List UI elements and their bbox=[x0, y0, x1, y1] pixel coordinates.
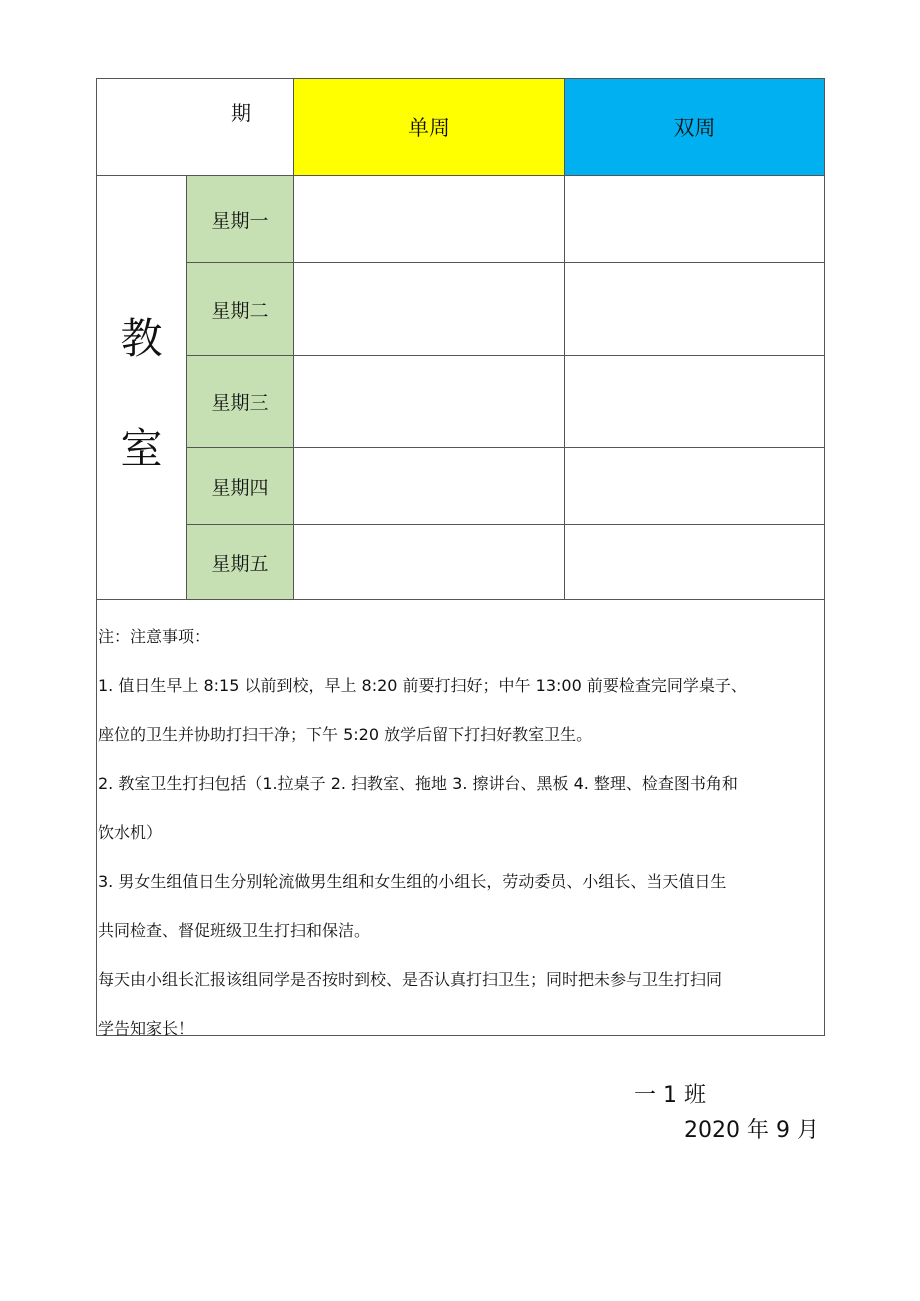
slot-wednesday-odd[interactable] bbox=[293, 355, 565, 448]
day-wednesday bbox=[186, 355, 294, 448]
slot-thursday-even[interactable] bbox=[564, 447, 825, 525]
header-even-week bbox=[564, 78, 825, 176]
day-label: 星期三 bbox=[211, 392, 269, 414]
day-label: 星期二 bbox=[211, 299, 269, 322]
slot-friday-odd[interactable] bbox=[293, 524, 565, 600]
slot-monday-odd[interactable] bbox=[293, 175, 565, 263]
even-week-label: 双周 bbox=[673, 116, 716, 140]
slot-friday-even[interactable] bbox=[564, 524, 825, 600]
odd-week-label: 单周 bbox=[408, 116, 450, 140]
day-thursday bbox=[186, 447, 294, 525]
day-friday bbox=[186, 524, 294, 600]
day-monday bbox=[186, 175, 294, 263]
notes-line-6: 共同检查、督促班级卫生打扫和保洁。 bbox=[98, 921, 371, 940]
notes-line-7: 每天由小组长汇报该组同学是否按时到校、是否认真打扫卫生；同时把未参与卫生打扫同 bbox=[98, 970, 723, 989]
slot-monday-even[interactable] bbox=[564, 175, 825, 263]
date: 2020 年 9 月 bbox=[684, 1118, 819, 1143]
notes-line-1: 1. 值日生早上 8:15 以前到校，早上 8:20 前要打扫好；中午 13:00 前要检查完同学桌子、 bbox=[98, 676, 747, 695]
header-period-cell bbox=[96, 78, 294, 176]
room-char-1: 教 bbox=[120, 314, 163, 363]
slot-tuesday-odd[interactable] bbox=[293, 262, 565, 356]
slot-tuesday-even[interactable] bbox=[564, 262, 825, 356]
room-cell bbox=[96, 175, 187, 600]
day-label: 星期四 bbox=[211, 476, 269, 499]
notes-line-3: 2. 教室卫生打扫包括（1.拉桌子 2. 扫教室、拖地 3. 擦讲台、黑板 4. 整理、检查图书角和 bbox=[98, 774, 738, 793]
day-tuesday bbox=[186, 262, 294, 356]
day-label: 星期一 bbox=[211, 209, 269, 232]
notes-line-8: 学告知家长！ bbox=[98, 1019, 195, 1038]
room-char-2: 室 bbox=[120, 424, 163, 473]
slot-wednesday-even[interactable] bbox=[564, 355, 825, 448]
notes-line-5: 3. 男女生组值日生分别轮流做男生组和女生组的小组长，劳动委员、小组长、当天值日生 bbox=[98, 872, 727, 891]
header-odd-week bbox=[293, 78, 565, 176]
slot-thursday-odd[interactable] bbox=[293, 447, 565, 525]
day-label: 星期五 bbox=[211, 552, 269, 575]
notes-line-4: 饮水机） bbox=[98, 823, 163, 842]
period-label: 期 bbox=[231, 101, 251, 125]
class-name: 一 1 班 bbox=[634, 1083, 706, 1108]
notes-title: 注：注意事项： bbox=[98, 627, 211, 646]
notes-line-2: 座位的卫生并协助打扫干净；下午 5:20 放学后留下打扫好教室卫生。 bbox=[98, 725, 593, 744]
